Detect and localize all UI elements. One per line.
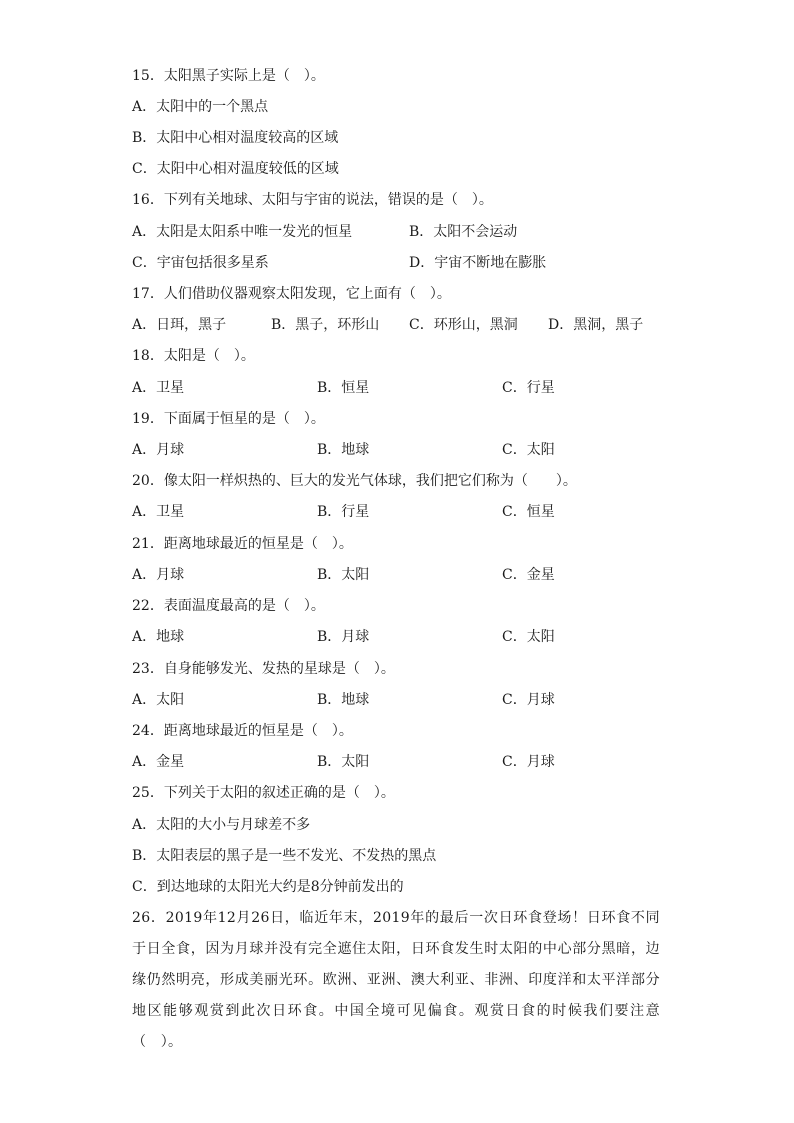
question-16-option-d: D．宇宙不断地在膨胀 bbox=[409, 255, 547, 271]
question-19-option-c: C．太阳 bbox=[502, 442, 555, 458]
question-20-stem: 20．像太阳一样炽热的、巨大的发光气体球，我们把它们称为（ ）。 bbox=[132, 473, 577, 489]
question-21-stem: 21．距离地球最近的恒星是（ ）。 bbox=[132, 536, 353, 552]
question-16-option-c: C．宇宙包括很多星系 bbox=[132, 255, 269, 271]
question-19-option-a: A．月球 bbox=[132, 442, 185, 458]
question-23-option-a: A．太阳 bbox=[132, 692, 185, 708]
question-21-option-b: B．太阳 bbox=[317, 567, 370, 583]
question-22-option-c: C．太阳 bbox=[502, 629, 555, 645]
question-16-option-a: A．太阳是太阳系中唯一发光的恒星 bbox=[132, 224, 353, 240]
question-18-option-a: A．卫星 bbox=[132, 380, 185, 396]
question-26-stem: 26．2019年12月26日，临近年末，2019年的最后一次日环食登场！日环食不同于日全食，因为月球并没有完全遮住太阳，日环食发生时太阳的中心部分黑暗，边缘仍然明亮，形成美丽光环。欧洲、亚洲、澳大利亚、非洲、印度洋和太平洋部分地区能够观赏到此次日环食。中国全境可见偏食。观赏日食的时候我们要注意（ ）。 bbox=[132, 910, 660, 1050]
question-17-option-c: C．环形山，黑洞 bbox=[409, 317, 518, 333]
question-23-stem: 23．自身能够发光、发热的星球是（ ）。 bbox=[132, 661, 395, 677]
question-25-stem: 25．下列关于太阳的叙述正确的是（ ）。 bbox=[132, 785, 395, 801]
question-17-option-a: A．日珥，黑子 bbox=[132, 317, 227, 333]
question-22-stem: 22．表面温度最高的是（ ）。 bbox=[132, 598, 325, 614]
question-21-option-a: A．月球 bbox=[132, 567, 185, 583]
question-24-option-b: B．太阳 bbox=[317, 754, 370, 770]
question-18-option-b: B．恒星 bbox=[317, 380, 370, 396]
question-18-option-c: C．行星 bbox=[502, 380, 555, 396]
question-23-option-b: B．地球 bbox=[317, 692, 370, 708]
question-22-option-b: B．月球 bbox=[317, 629, 370, 645]
question-16-stem: 16．下列有关地球、太阳与宇宙的说法，错误的是（ ）。 bbox=[132, 192, 493, 208]
question-24-stem: 24．距离地球最近的恒星是（ ）。 bbox=[132, 723, 353, 739]
question-21-option-c: C．金星 bbox=[502, 567, 555, 583]
question-24-option-a: A．金星 bbox=[132, 754, 185, 770]
question-19-stem: 19．下面属于恒星的是（ ）。 bbox=[132, 411, 325, 427]
question-16-option-b: B．太阳不会运动 bbox=[409, 224, 518, 240]
question-17-option-b: B．黑子，环形山 bbox=[271, 317, 380, 333]
question-19-option-b: B．地球 bbox=[317, 442, 370, 458]
question-25-option-b: B．太阳表层的黑子是一些不发光、不发热的黑点 bbox=[132, 848, 437, 864]
question-15-option-c: C．太阳中心相对温度较低的区域 bbox=[132, 161, 339, 177]
question-25-option-c: C．到达地球的太阳光大约是8分钟前发出的 bbox=[132, 879, 404, 895]
question-18-stem: 18．太阳是（ ）。 bbox=[132, 348, 255, 364]
question-17-stem: 17．人们借助仪器观察太阳发现，它上面有（ ）。 bbox=[132, 286, 451, 302]
question-24-option-c: C．月球 bbox=[502, 754, 555, 770]
question-15-option-a: A．太阳中的一个黑点 bbox=[132, 99, 269, 115]
question-20-option-b: B．行星 bbox=[317, 504, 370, 520]
question-20-option-c: C．恒星 bbox=[502, 504, 555, 520]
question-15-stem: 15．太阳黑子实际上是（ ）。 bbox=[132, 68, 325, 84]
question-20-option-a: A．卫星 bbox=[132, 504, 185, 520]
question-23-option-c: C．月球 bbox=[502, 692, 555, 708]
question-15-option-b: B．太阳中心相对温度较高的区域 bbox=[132, 130, 339, 146]
question-25-option-a: A．太阳的大小与月球差不多 bbox=[132, 817, 311, 833]
question-17-option-d: D．黑洞，黑子 bbox=[548, 317, 644, 333]
question-22-option-a: A．地球 bbox=[132, 629, 185, 645]
